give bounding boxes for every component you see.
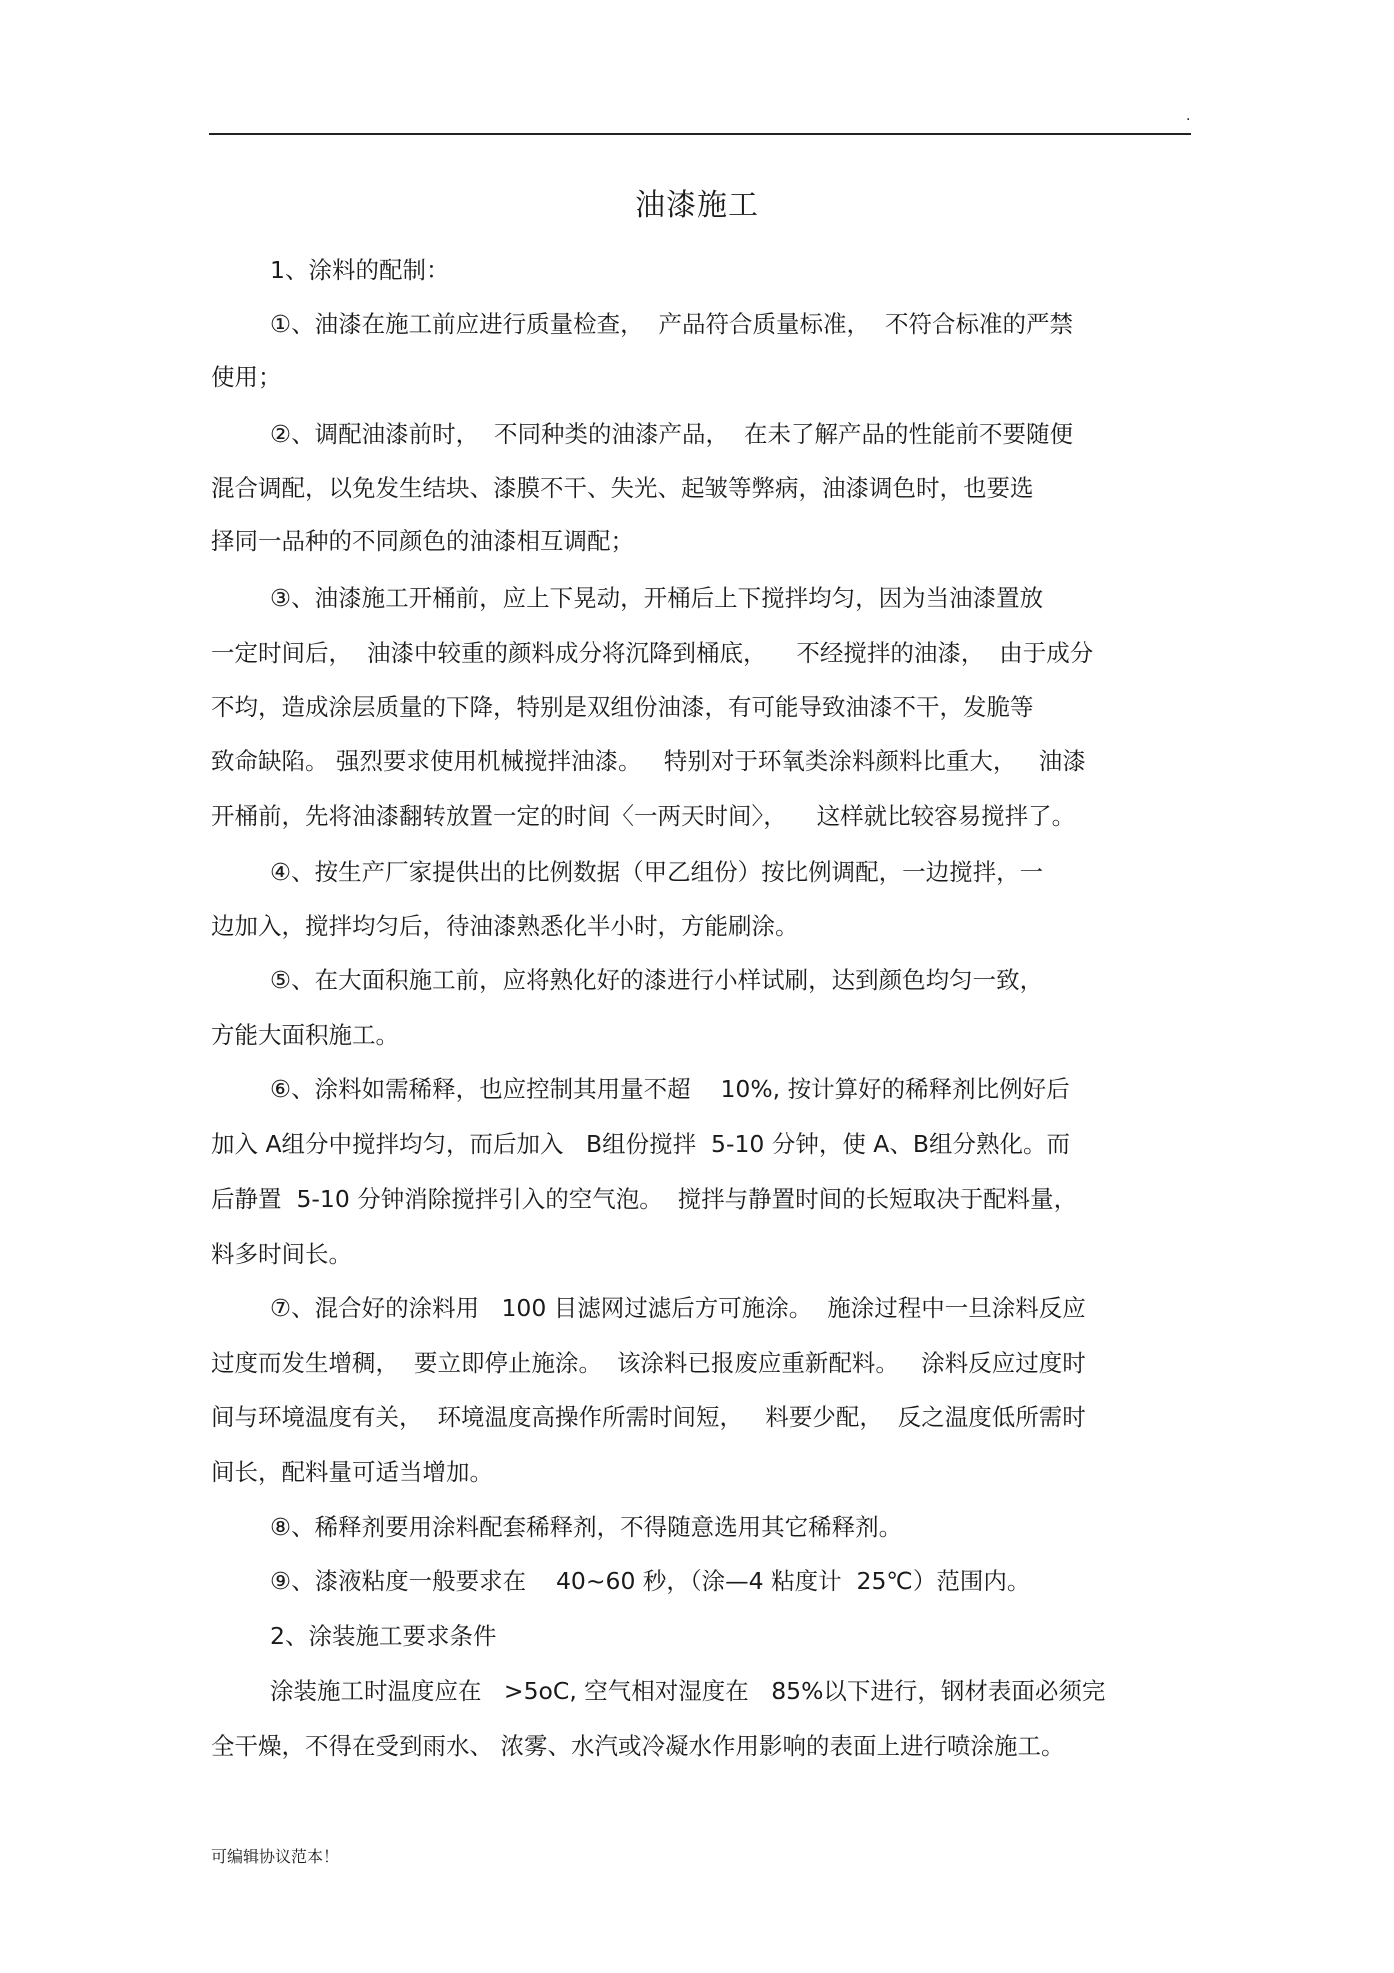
paragraph-line: ③、油漆施工开桶前，应上下晃动，开桶后上下搅拌均匀，因为当油漆置放 xyxy=(270,584,1044,612)
paragraph-line: 不均，造成涂层质量的下降，特别是双组份油漆，有可能导致油漆不干，发脆等 xyxy=(211,693,1034,721)
paragraph-line: ①、油漆在施工前应进行质量检查， 产品符合质量标准， 不符合标准的严禁 xyxy=(270,310,1073,338)
paragraph-line: 一定时间后， 油漆中较重的颜料成分将沉降到桶底， 不经搅拌的油漆， 由于成分 xyxy=(211,639,1094,667)
paragraph-line: ②、调配油漆前时， 不同种类的油漆产品， 在未了解产品的性能前不要随便 xyxy=(270,420,1073,448)
paragraph-line: 料多时间长。 xyxy=(211,1240,352,1268)
paragraph-line: 方能大面积施工。 xyxy=(211,1021,399,1049)
paragraph-line: ⑧、稀释剂要用涂料配套稀释剂，不得随意选用其它稀释剂。 xyxy=(270,1513,903,1541)
paragraph-line: 后静置 5-10 分钟消除搅拌引入的空气泡。 搅拌与静置时间的长短取决于配料量， xyxy=(211,1185,1078,1213)
header-mark: . xyxy=(1186,108,1191,124)
paragraph-line: ⑦、混合好的涂料用 100 目滤网过滤后方可施涂。 施涂过程中一旦涂料反应 xyxy=(270,1294,1086,1322)
paragraph-line: 间长，配料量可适当增加。 xyxy=(211,1458,493,1486)
paragraph-line: 1、涂料的配制： xyxy=(270,256,450,284)
page-title: 油漆施工 xyxy=(635,188,759,223)
paragraph-line: 涂装施工时温度应在 >5oC, 空气相对湿度在 85%以下进行，钢材表面必须完 xyxy=(270,1677,1106,1705)
paragraph-line: ⑤、在大面积施工前，应将熟化好的漆进行小样试刷，达到颜色均匀一致， xyxy=(270,966,1044,994)
header-rule xyxy=(209,133,1191,135)
paragraph-line: 边加入，搅拌均匀后，待油漆熟悉化半小时，方能刷涂。 xyxy=(211,912,799,940)
section-heading: 2、涂装施工要求条件 xyxy=(270,1622,497,1650)
paragraph-line: 加入 A组分中搅拌均匀，而后加入 B组份搅拌 5-10 分钟，使 A、B组分熟化。而 xyxy=(211,1130,1070,1158)
paragraph-line: 择同一品种的不同颜色的油漆相互调配； xyxy=(211,527,634,555)
paragraph-line: ④、按生产厂家提供出的比例数据（甲乙组份）按比例调配，一边搅拌，一 xyxy=(270,858,1044,886)
paragraph-line: 开桶前，先将油漆翻转放置一定的时间〈一两天时间〉， 这样就比较容易搅拌了。 xyxy=(211,802,1076,830)
paragraph-line: 全干燥，不得在受到雨水、 浓雾、水汽或冷凝水作用影响的表面上进行喷涂施工。 xyxy=(211,1732,1065,1760)
paragraph-line: 过度而发生增稠， 要立即停止施涂。 该涂料已报废应重新配料。 涂料反应过度时 xyxy=(211,1349,1086,1377)
paragraph-line: ⑥、涂料如需稀释，也应控制其用量不超 10%, 按计算好的稀释剂比例好后 xyxy=(270,1075,1070,1103)
paragraph-line: 使用； xyxy=(211,363,282,391)
page-footer: 可编辑协议范本！ xyxy=(211,1847,340,1866)
paragraph-line: 致命缺陷。 强烈要求使用机械搅拌油漆。 特别对于环氧类涂料颜料比重大， 油漆 xyxy=(211,747,1086,775)
paragraph-line: ⑨、漆液粘度一般要求在 40~60 秒，（涂—4 粘度计 25℃）范围内。 xyxy=(270,1567,1031,1595)
paragraph-line: 间与环境温度有关， 环境温度高操作所需时间短， 料要少配， 反之温度低所需时 xyxy=(211,1403,1086,1431)
paragraph-line: 混合调配，以免发生结块、漆膜不干、失光、起皱等弊病，油漆调色时，也要选 xyxy=(211,474,1034,502)
